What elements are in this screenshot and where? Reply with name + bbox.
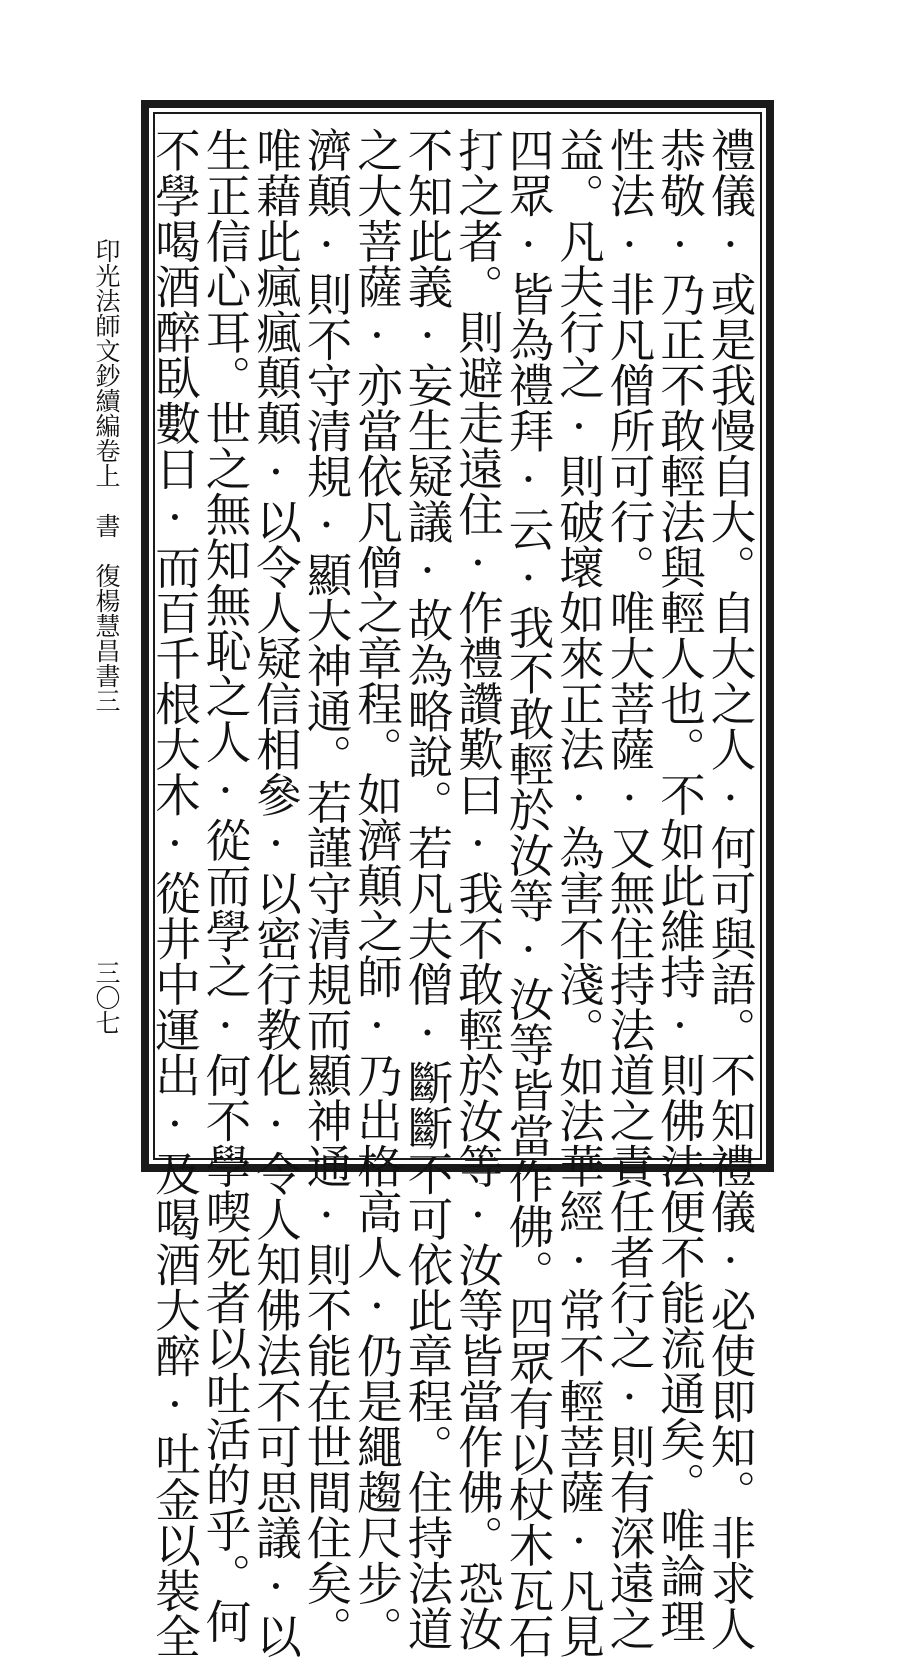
text-column: 打之者。則避走遠住·作禮讚歎曰·我不敢輕於汝等·汝等皆當作佛。恐汝 [451, 127, 505, 1651]
text-column: 不知此義·妄生疑議·故為略說。若凡夫僧·斷斷不可依此章程。住持法道 [401, 127, 454, 1651]
text-column: 唯藉此瘋瘋顛顛·以令人疑信相參·以密行教化·令人知佛法不可思議·以 [249, 127, 303, 1659]
text-column: 生正信心耳。世之無知無恥之人·從而學之·何不學喫死者以吐活的乎。何 [199, 127, 252, 1644]
page-number: 三〇七 [92, 960, 121, 1035]
text-column: 四眾·皆為禮拜·云·我不敢輕於汝等·汝等皆當作佛。四眾有以杖木瓦石 [502, 127, 555, 1659]
text-column: 濟顛·則不守清規·顯大神通。若謹守清規而顯神通·則不能在世間住矣。 [300, 127, 353, 1651]
running-header [86, 238, 126, 713]
text-column: 之大菩薩·亦當依凡僧之章程。如濟顛之師·乃出格高人·仍是繩趨尺步。 [350, 127, 404, 1651]
text-column: 恭敬·乃正不敢輕法與輕人也。不如此維持·則佛法便不能流通矣。唯論理 [653, 127, 707, 1644]
body-text [148, 127, 757, 1659]
text-column: 不學喝酒醉臥數日·而百千根大木·從井中運出·及喝酒大醉·吐金以裝全 [148, 127, 202, 1659]
text-column: 益。凡夫行之·則破壞如來正法·為害不淺。如法華經·常不輕菩薩·凡見 [552, 127, 606, 1659]
text-column: 性法·非凡僧所可行。唯大菩薩·又無住持法道之責任者行之·則有深遠之 [603, 127, 656, 1651]
text-column: 禮儀·或是我慢自大。自大之人·何可與語。不知禮儀·必使即知。非求人 [704, 127, 757, 1651]
running-title: 印光法師文鈔續編卷上 書 復楊慧昌書三 [92, 238, 121, 713]
